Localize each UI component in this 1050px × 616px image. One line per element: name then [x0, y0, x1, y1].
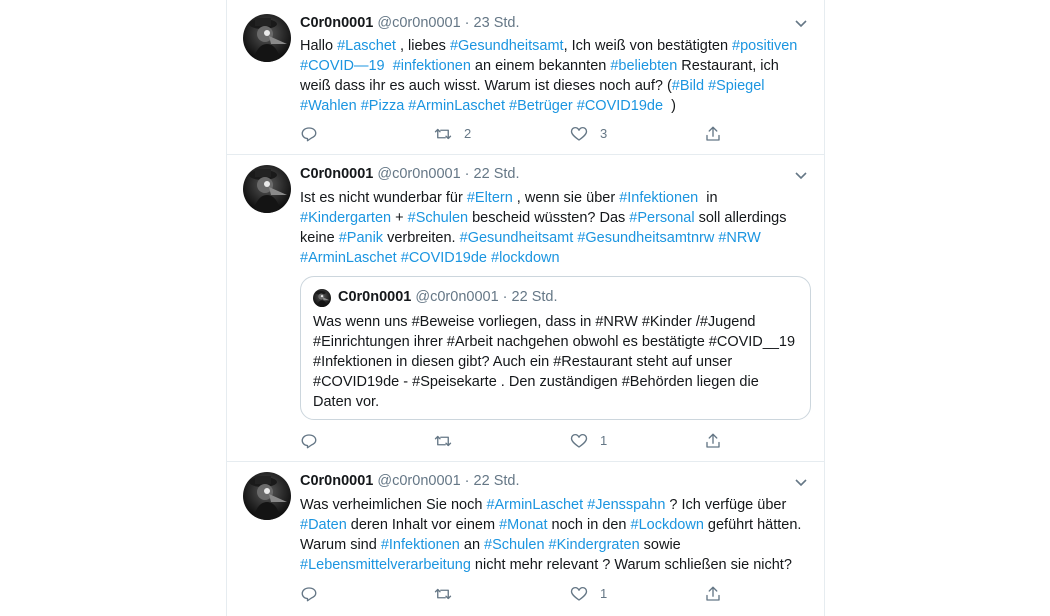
hashtag-link[interactable]: #Pizza: [360, 98, 405, 114]
hashtag-link[interactable]: #Gesundheitsamt: [459, 230, 574, 246]
avatar[interactable]: [243, 165, 291, 213]
tweet-text-line: [300, 76, 810, 96]
tweet-text-segment: sowie: [639, 537, 681, 553]
tweet-text-segment: weiß dass ihr es auch wisst. Warum ist dieses noch auf? (: [300, 78, 672, 94]
chevron-down-icon[interactable]: [793, 15, 809, 31]
avatar[interactable]: [243, 472, 291, 520]
hashtag-link[interactable]: #Monat: [499, 517, 548, 533]
hashtag-link[interactable]: #COVID—19: [300, 58, 385, 74]
tweet-text-segment: ? Ich verfüge über: [665, 497, 787, 513]
tweet-text-line: [300, 36, 810, 56]
tweet-text-segment: Warum sind: [300, 537, 381, 553]
plague-doctor-avatar-icon: [243, 14, 291, 62]
share-button[interactable]: [704, 122, 722, 146]
hashtag-link[interactable]: #Spiegel: [708, 78, 765, 94]
hashtag-link[interactable]: #COVID19de: [576, 98, 664, 114]
hashtag-link[interactable]: #infektionen: [392, 58, 471, 74]
hashtag-link[interactable]: #positiven: [732, 38, 798, 54]
display-name[interactable]: C0r0n0001: [300, 15, 374, 31]
hashtag-link[interactable]: #Personal: [629, 210, 695, 226]
tweet-text-segment: [385, 58, 393, 74]
tweet-actions: [300, 429, 740, 453]
tweet-text-line: [300, 228, 810, 248]
tweet-text-line: [300, 96, 810, 116]
timeline: [226, 0, 825, 616]
hashtag-link[interactable]: #Lebensmittelverarbeitung: [300, 557, 471, 573]
hashtag-link[interactable]: #Gesundheitsamtnrw: [577, 230, 715, 246]
share-button[interactable]: [704, 429, 722, 453]
separator-dot: ·: [464, 473, 470, 489]
hashtag-link[interactable]: #Bild: [671, 78, 705, 94]
reply-button[interactable]: [300, 582, 318, 606]
reply-icon: [300, 432, 318, 450]
hashtag-link[interactable]: #Laschet: [337, 38, 396, 54]
chevron-down-icon[interactable]: [793, 474, 809, 490]
hashtag-link[interactable]: #Gesundheitsamt: [449, 38, 564, 54]
hashtag-link[interactable]: #ArminLaschet: [300, 250, 397, 266]
quoted-avatar: [313, 289, 331, 307]
hashtag-link[interactable]: #NRW: [718, 230, 761, 246]
like-count: 3: [600, 126, 608, 141]
hashtag-link[interactable]: #Kindergraten: [548, 537, 640, 553]
user-handle[interactable]: @c0r0n0001: [377, 473, 461, 489]
tweet-text-segment: , Ich weiß von bestätigten: [563, 38, 733, 54]
plague-doctor-avatar-icon: [243, 472, 291, 520]
like-icon: [570, 432, 588, 450]
chevron-down-icon[interactable]: [793, 167, 809, 183]
hashtag-link[interactable]: #Kindergarten: [300, 210, 392, 226]
quoted-line: Daten vor.: [313, 394, 380, 410]
share-button[interactable]: [704, 582, 722, 606]
share-icon: [704, 585, 722, 603]
retweet-button[interactable]: [434, 122, 471, 146]
like-icon: [570, 125, 588, 143]
tweet-text-line: [300, 495, 810, 515]
tweet-text: [300, 188, 810, 268]
tweet-text-segment: noch in den: [547, 517, 631, 533]
hashtag-link[interactable]: #COVID19de: [400, 250, 487, 266]
tweet-text: [300, 36, 810, 116]
like-button[interactable]: [570, 582, 607, 606]
tweet-text-line: [300, 555, 810, 575]
hashtag-link[interactable]: #beliebten: [610, 58, 678, 74]
user-handle[interactable]: @c0r0n0001: [377, 166, 461, 182]
tweet-text-segment: geführt hätten.: [703, 517, 802, 533]
retweet-icon: [434, 585, 452, 603]
separator-dot: ·: [464, 166, 470, 182]
tweet-text-segment: Hallo: [300, 38, 338, 54]
reply-button[interactable]: [300, 122, 318, 146]
like-button[interactable]: [570, 429, 607, 453]
hashtag-link[interactable]: #Schulen: [407, 210, 469, 226]
retweet-count: 2: [464, 126, 472, 141]
quoted-text: [313, 312, 798, 412]
tweet-actions: [300, 582, 740, 606]
hashtag-link[interactable]: #Daten: [300, 517, 347, 533]
quoted-handle: @c0r0n0001: [415, 289, 499, 305]
retweet-icon: [434, 432, 452, 450]
tweet-text-segment: nicht mehr relevant ? Warum schließen sie nicht?: [470, 557, 792, 573]
like-icon: [570, 585, 588, 603]
quoted-display-name: C0r0n0001: [338, 289, 412, 305]
hashtag-link[interactable]: #Wahlen: [300, 98, 357, 114]
tweet-text-segment: an einem bekannten: [470, 58, 611, 74]
tweet-text-segment: Ist es nicht wunderbar für: [300, 190, 467, 206]
tweet-header: [300, 471, 520, 491]
tweet[interactable]: [227, 462, 825, 616]
tweet-text-segment: ): [663, 98, 676, 114]
timestamp[interactable]: 22 Std.: [473, 473, 520, 489]
separator-dot: ·: [502, 289, 508, 305]
timestamp[interactable]: 23 Std.: [473, 15, 520, 31]
tweet[interactable]: [227, 0, 825, 155]
hashtag-link[interactable]: #Schulen: [484, 537, 545, 553]
tweet-text-line: [300, 515, 810, 535]
display-name[interactable]: C0r0n0001: [300, 473, 374, 489]
tweet-text-segment: soll allerdings: [694, 210, 787, 226]
share-icon: [704, 125, 722, 143]
tweet-text-segment: +: [391, 210, 408, 226]
hashtag-link[interactable]: #Eltern: [466, 190, 513, 206]
quoted-line: #Einrichtungen ihrer #Arbeit nachgehen obwohl es bestätigte #COVID__19: [313, 334, 796, 350]
hashtag-link[interactable]: #Lockdown: [630, 517, 704, 533]
retweet-button[interactable]: [434, 429, 464, 453]
tweet-text: [300, 495, 810, 575]
tweet[interactable]: [227, 155, 825, 462]
tweet-text-segment: verbreiten.: [383, 230, 460, 246]
hashtag-link[interactable]: #Infektionen: [619, 190, 699, 206]
quoted-line: Was wenn uns #Beweise vorliegen, dass in #NRW #Kinder /#Jugend: [313, 314, 756, 330]
like-button[interactable]: [570, 122, 607, 146]
tweet-text-segment: Was verheimlichen Sie noch: [300, 497, 487, 513]
quoted-timestamp: 22 Std.: [511, 289, 558, 305]
timestamp[interactable]: 22 Std.: [473, 166, 520, 182]
tweet-text-segment: Restaurant, ich: [677, 58, 779, 74]
hashtag-link[interactable]: #Infektionen: [380, 537, 460, 553]
tweet-text-line: [300, 56, 810, 76]
avatar[interactable]: [243, 14, 291, 62]
quoted-line: #COVID19de - #Speisekarte . Den zuständigen #Behörden liegen die: [313, 374, 759, 390]
tweet-text-segment: , wenn sie über: [512, 190, 620, 206]
quoted-line: #Infektionen in diesen gibt? Auch ein #Restaurant steht auf unser: [313, 354, 733, 370]
tweet-actions: [300, 122, 740, 146]
reply-icon: [300, 585, 318, 603]
display-name[interactable]: C0r0n0001: [300, 166, 374, 182]
tweet-header: [300, 164, 520, 184]
tweet-header: [300, 13, 520, 33]
hashtag-link[interactable]: #Panik: [338, 230, 384, 246]
plague-doctor-avatar-icon: [313, 289, 331, 307]
hashtag-link[interactable]: #ArminLaschet: [486, 497, 584, 513]
like-count: 1: [600, 433, 608, 448]
tweet-text-segment: in: [698, 190, 718, 206]
tweet-text-segment: an: [459, 537, 485, 553]
reply-button[interactable]: [300, 429, 318, 453]
tweet-text-line: [300, 535, 810, 555]
like-count: 1: [600, 586, 608, 601]
hashtag-link[interactable]: #Betrüger: [509, 98, 573, 114]
tweet-text-line: [300, 188, 810, 208]
share-icon: [704, 432, 722, 450]
tweet-text-segment: keine: [300, 230, 339, 246]
tweet-text-line: [300, 248, 810, 268]
tweet-text-segment: deren Inhalt vor einem: [346, 517, 500, 533]
separator-dot: ·: [464, 15, 470, 31]
user-handle[interactable]: @c0r0n0001: [377, 15, 461, 31]
quoted-header: [338, 287, 558, 307]
hashtag-link[interactable]: #Jensspahn: [587, 497, 666, 513]
tweet-text-line: [300, 208, 810, 228]
tweet-text-segment: bescheid wüssten? Das: [468, 210, 630, 226]
plague-doctor-avatar-icon: [243, 165, 291, 213]
reply-icon: [300, 125, 318, 143]
quoted-tweet[interactable]: [300, 276, 811, 420]
retweet-button[interactable]: [434, 582, 464, 606]
hashtag-link[interactable]: #lockdown: [491, 250, 560, 266]
retweet-icon: [434, 125, 452, 143]
tweet-text-segment: , liebes: [395, 38, 450, 54]
hashtag-link[interactable]: #ArminLaschet: [408, 98, 506, 114]
